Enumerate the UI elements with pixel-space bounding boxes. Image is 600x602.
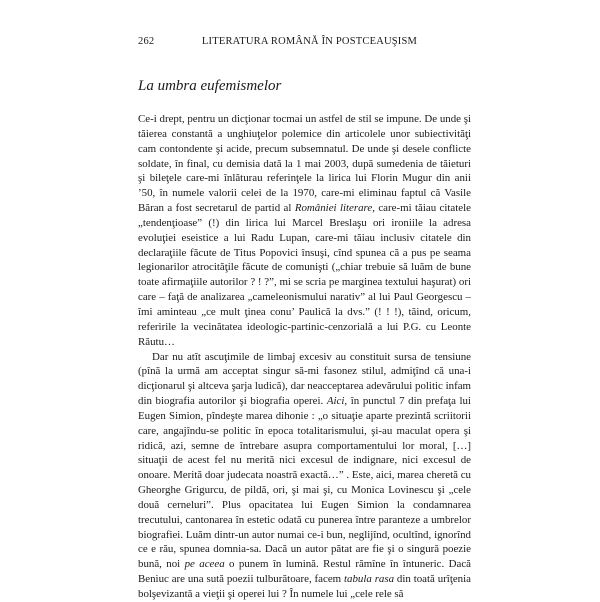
text-run: , care-mi tăiau citatele „tendenţioase” (!) din lirica lui Marcel Breslaşu ori ironiile la adresa evoluţiei eseistice a lui Radu Lupan, care-mi tăiau inclusiv citatele din declaraţiile făcute de Titus Popovici însuşi, cînd spunea că a pus pe seama legionarilor atrocităţile făcute de comunişti („chiar trebuie să luăm de bune toate afirmaţiile autorilor ? ! ?”, mi se scria pe marginea textului haşurat) ori care – faţă de analizarea „cameleonismului narativ” al lui Paul Georgescu – îmi aminteau „ce mult ţinea conu’ Paulică la dvs.” (! ! !), tăind, oricum, referirile la vecinătatea ideologic-partinic-cenzorială a lui P.G. cu Leonte Răutu… <box>138 202 471 348</box>
italic-text: tabula rasa <box>344 573 395 586</box>
text-run: din toată urîţenia bolşevizantă a vieţii şi operei lui ? În numele lui „cele rele să <box>138 573 471 600</box>
text-run: Dar nu atît ascuţimile de limbaj excesiv au constituit sursa de tensiune (pînă la urmă am acceptat singur să-mi fasonez stilul, admiţînd că una-i dicţionarul şi altceva şarja ludică), dar neacceptarea adevărului politic infam din biografia autorilor şi biografia operei. <box>138 350 471 408</box>
text-run: Ce-i drept, pentru un dicţionar tocmai un astfel de stil se impune. De unde şi tăierea constantă a unghiuţelor polemice din articolele unor subiectivităţi cam contondente şi acide, precum subsemnatul. De unde şi desele conflicte soldate, în final, cu demisia dată la 1 mai 2003, după sumedenia de tăieturi şi bileţele care-mi înlăturau referinţele la lirica lui Florin Mugur din anii ’50, în numele valorii celei de la 1970, care-mi eliminau faptul că Vasile Băran a fost secretarul de partid al <box>138 113 471 215</box>
body-text <box>138 112 471 602</box>
italic-text: Aici <box>326 395 345 408</box>
running-title: LITERATURA ROMÂNĂ ÎN POSTCEAUŞISM <box>201 36 418 47</box>
section-title: La umbra eufemismelor <box>138 78 282 94</box>
text-run: , în punctul 7 din prefaţa lui Eugen Simion, pîndeşte marea dihonie : „o situaţie aparte prezintă scriitorii care, angajîndu-se politic în epoca totalitarismului, şi-au maculat opera şi ridică, azi, semne de întrebare asupra comportamentului lor moral, […] situaţii de acest fel nu merită nici excesul de indignare, nici excesul de onoare. Merită doar judecata noastră exactă…” . Este, aici, marea cheretă cu Gheorghe Grigurcu, de pildă, ori, şi mai şi, cu Monica Lovinescu şi „cele două cerneluri”. Plus opacitatea lui Eugen Simion la condamnarea trecutului, cantonarea în estetic odată cu punerea între paranteze a umbrelor biografiei. Luăm dintr-un autor numai ce-i bun, neglijînd, ocultînd, ignorînd ce e rău, spunea domnia-sa. Dacă un autor pătat are fie şi o singură poezie bună, noi <box>138 395 471 571</box>
page-number: 262 <box>138 36 155 47</box>
paragraph <box>138 112 471 350</box>
italic-text: României literare <box>294 202 373 215</box>
page-header <box>138 36 471 47</box>
paragraph <box>138 350 471 602</box>
text-run: o punem în lumină. Restul rămîne în întuneric. Dacă Beniuc are una sută poezii tulburătoare, facem <box>138 558 471 586</box>
italic-text: pe aceea <box>184 558 225 571</box>
